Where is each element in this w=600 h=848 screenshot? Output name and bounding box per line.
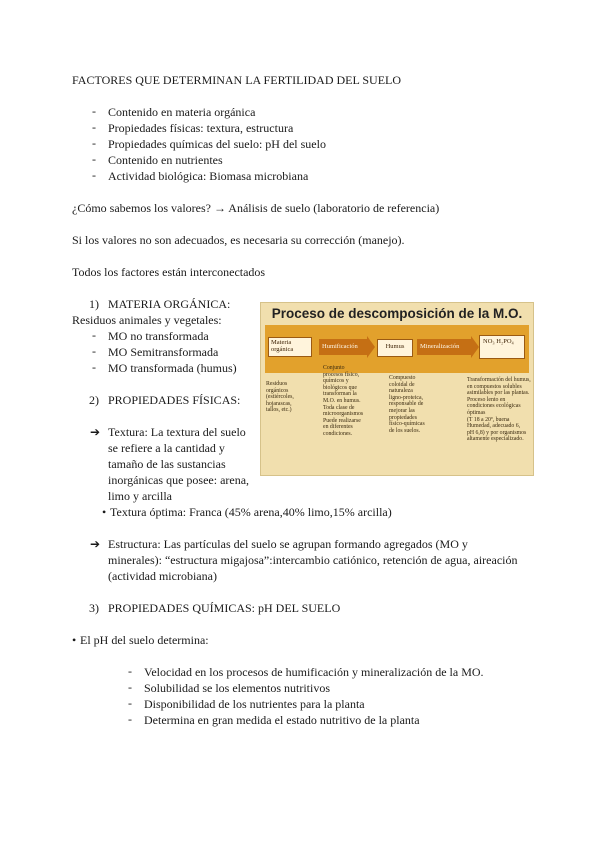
list-dash: - <box>92 136 96 150</box>
textura-optima: Textura óptima: Franca (45% arena,40% limo,15% arcilla) <box>110 505 392 519</box>
stage-materia-organica: Materia orgánica <box>268 337 312 357</box>
section3-number: 3) <box>89 601 99 615</box>
list-item: Velocidad en los procesos de humificación y mineralización de la MO. <box>144 665 484 679</box>
note-humificacion: Conjunto procesos físico, químicos y biológicos que transforman la M.O. en humus. Toda clase de microorganismos Puede realizarse en diferentes condiciones. <box>323 365 364 437</box>
section1-number: 1) <box>89 297 99 311</box>
list-item: Propiedades químicas del suelo: pH del suelo <box>108 137 326 151</box>
list-dash: - <box>92 168 96 182</box>
list-dash: - <box>128 712 132 726</box>
list-dash: - <box>128 696 132 710</box>
textura-line: tamaño de las sustancias <box>108 457 226 471</box>
list-item: Solubilidad se los elementos nutritivos <box>144 681 330 695</box>
stage-humus: Humus <box>377 339 413 357</box>
stage-humificacion: Humificación <box>319 339 367 355</box>
figure-band <box>265 325 529 373</box>
list-item: Determina en gran medida el estado nutritivo de la planta <box>144 713 420 727</box>
stage-mineralizacion: Mineralización <box>417 339 471 355</box>
list-dash: - <box>92 344 96 358</box>
correction-line: Si los valores no son adecuados, es necesaria su corrección (manejo). <box>72 233 405 247</box>
estructura-line: Estructura: Las partículas del suelo se agrupan formando agregados (MO y <box>108 537 468 551</box>
textura-line: limo y arcilla <box>108 489 172 503</box>
list-dash: - <box>128 680 132 694</box>
list-item: MO transformada (humus) <box>108 361 237 375</box>
section3-heading: PROPIEDADES QUÍMICAS: pH DEL SUELO <box>108 601 341 615</box>
bullet-icon: • <box>102 505 107 519</box>
section2-heading: PROPIEDADES FÍSICAS: <box>108 393 241 407</box>
list-dash: - <box>92 120 96 134</box>
list-item: MO no transformada <box>108 329 209 343</box>
bullet-icon: • <box>72 633 77 647</box>
textura-line: Textura: La textura del suelo <box>108 425 246 439</box>
note-residuos: Residuos orgánicos (estiércoles, hojarascas, tallos, etc.) <box>266 381 294 414</box>
decomposition-figure <box>260 302 534 476</box>
question-line: ¿Cómo sabemos los valores? → Análisis de suelo (laboratorio de referencia) <box>72 201 440 215</box>
section2-number: 2) <box>89 393 99 407</box>
page-title: FACTORES QUE DETERMINAN LA FERTILIDAD DEL SUELO <box>72 73 402 87</box>
section1-heading: MATERIA ORGÁNICA: <box>108 297 231 311</box>
list-dash: - <box>92 360 96 374</box>
list-item: Contenido en nutrientes <box>108 153 223 167</box>
note-mineralizacion: Transformación del humus, en compuestos solubles asimilables por las plantas. Proceso lento en condiciones ecológicas óptimas (T 18 a 20º, buena Humedad, adecuado 6, pH 6,8) y por organismos altamente especializado. <box>467 377 531 443</box>
section3-intro: El pH del suelo determina: <box>80 633 209 647</box>
list-dash: - <box>128 664 132 678</box>
estructura-line: (actividad microbiana) <box>108 569 217 583</box>
stage-nutrientes: NO₃ H₂PO₄ <box>479 335 525 359</box>
textura-line: inorgánicas que posee: arena, <box>108 473 250 487</box>
estructura-line: minerales): “estructura migajosa”:intercambio catiónico, retención de agua, aireación <box>108 553 518 567</box>
list-dash: - <box>92 104 96 118</box>
list-dash: - <box>92 152 96 166</box>
list-item: Contenido en materia orgánica <box>108 105 256 119</box>
note-humus: Compuesto coloidal de naturaleza ligno-proteica, responsable de mejorar las propiedades físico-químicas de los suelos. <box>389 375 425 434</box>
list-item: MO Semitransformada <box>108 345 219 359</box>
arrow-bullet-icon: ➔ <box>90 425 101 439</box>
list-dash: - <box>92 328 96 342</box>
list-item: Propiedades físicas: textura, estructura <box>108 121 294 135</box>
textura-line: se refiere a la cantidad y <box>108 441 225 455</box>
arrow-bullet-icon: ➔ <box>90 537 101 551</box>
figure-title: Proceso de descomposición de la M.O. <box>271 306 523 321</box>
list-item: Actividad biológica: Biomasa microbiana <box>108 169 309 183</box>
list-item: Disponibilidad de los nutrientes para la planta <box>144 697 365 711</box>
section1-subtitle: Residuos animales y vegetales: <box>72 313 222 327</box>
interconnected-line: Todos los factores están interconectados <box>72 265 266 279</box>
